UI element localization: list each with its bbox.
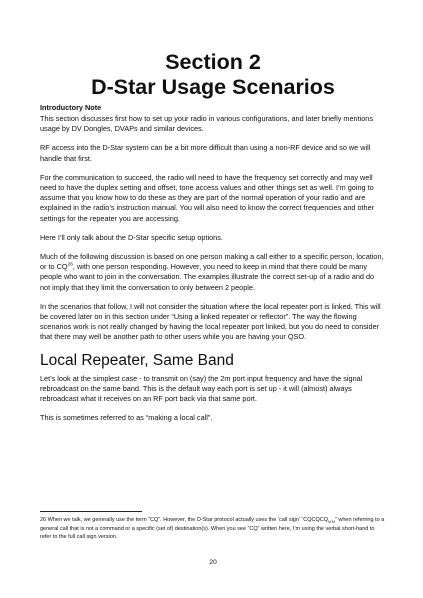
footnote-26: 26 When we talk, we generally use the term “CQ”. However, the D-Star protocol actually uses the ‘call sign’ “CQCQCQ␣␣” when referring to a general call that is not a command or a specific (set of) destination(s). When you see “CQ” written here, I’m using the verbal short-hand to refer to the full call sign version.	[40, 517, 385, 541]
section-number-title: Section 2	[165, 50, 261, 74]
paragraph-3: For the communication to succeed, the radio will need to have the frequency set correctly and may well need to have the duplex setting and offset, tone access values and other things set as well. I’m going to assume that you know how to do these as they are part of the normal operation of your radio and are explained in the radio’s instruction manual. You will also need to know the correct frequencies and other settings for the repeater you are accessing.	[40, 172, 375, 223]
paragraph-4: Here I’ll only talk about the D-Star specific setup options.	[40, 232, 223, 242]
subheading-local-repeater: Local Repeater, Same Band	[40, 351, 234, 369]
paragraph-6: In the scenarios that follow, I will not consider the situation where the local repeater port is linked. This will be covered later on in this section under “Using a linked repeater or reflector”. The way the flowing scenarios work is not really changed by having the local repeater port linked, but you do need to consider that there may well be another path to other users while you are having your QSO.	[40, 301, 381, 342]
document-page	[40, 0, 386, 598]
paragraph-5-start: Much of the following discussion is based on one person making a call either to a specific person, location, or to CQ	[40, 252, 384, 272]
paragraph-5	[40, 252, 386, 293]
footnote-divider	[40, 511, 142, 512]
section-title: D-Star Usage Scenarios	[91, 75, 335, 99]
paragraph-2: RF access into the D-Star system can be a bit more difficult than using a non-RF device and so we will handle that first.	[40, 143, 371, 163]
paragraph-7: Let’s look at the simplest case - to transmit on (say) the 2m port input frequency and have the signal rebroadcast on the same band. This is the default way each port is set up - it will (almost) always rebroadcast what it receives on an RF port back via that same port.	[40, 373, 363, 404]
intro-heading: Introductory Note	[40, 103, 102, 112]
paragraph-1: This section discusses first how to set up your radio in various configurations, and later briefly mentions usage by DV Dongles, DVAPs and similar devices.	[40, 114, 373, 134]
page-number: 20	[209, 559, 217, 566]
footnote-ref-26: 26	[67, 262, 73, 268]
paragraph-5-end: , with one person responding. However, you need to keep in mind that there could be many people who want to join in the conversation. The examples illustrate the correct set-up of a radio and do not imply that they limit the conversation to only between 2 people.	[40, 262, 375, 292]
body-text	[40, 114, 386, 432]
paragraph-8: This is sometimes referred to as “making a local call”.	[40, 413, 213, 423]
